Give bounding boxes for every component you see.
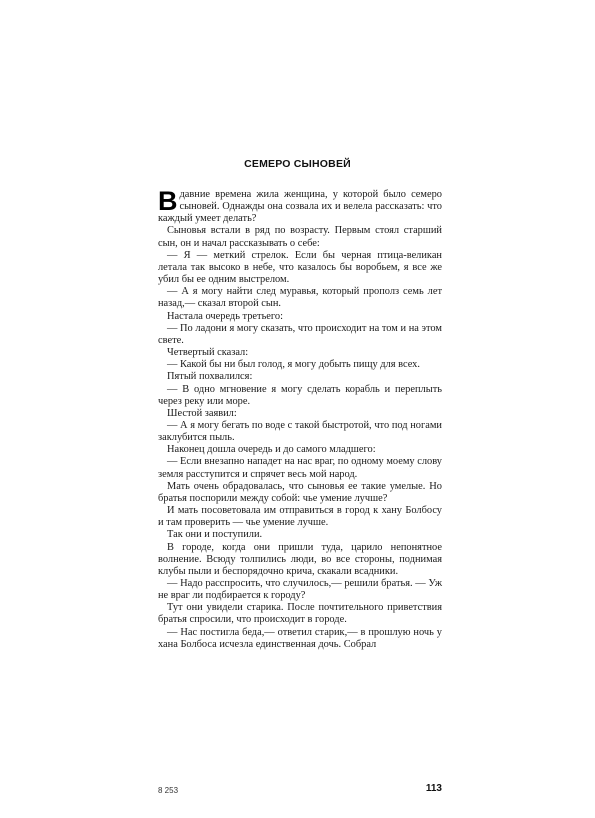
story-text [158,186,442,651]
paragraph: Сыновья встали в ряд по возрасту. Первым стоял старший сын, он и начал рассказывать о себе: [158,225,442,249]
signature-mark: 8 253 [158,786,179,795]
paragraph: Вдавние времена жила женщина, у которой было семеро сыновей. Однажды она созвала их и велела рассказать: что каждый умеет делать? [158,186,442,225]
paragraph: В городе, когда они пришли туда, царило непонятное волнение. Всюду толпились люди, во все стороны, поднимая клубы пыли и беспорядочно крича, скакали всадники. [158,541,442,577]
story-title: СЕМЕРО СЫНОВЕЙ [244,158,351,170]
paragraph: — Если внезапно нападет на нас враг, по одному моему слову земля расступится и спрячет весь мой народ. [158,456,442,480]
paragraph: — А я могу бегать по воде с такой быстротой, что под ногами заклубится пыль. [158,419,442,444]
paragraph: Наконец дошла очередь и до самого младшего: [167,444,376,456]
paragraph: — По ладони я могу сказать, что происходит на том и на этом свете. [158,322,442,346]
paragraph: Четвертый сказал: [167,347,249,359]
paragraph: Мать очень обрадовалась, что сыновья ее такие умелые. Но братья поспорили между собой: чье умение лучше? [158,480,442,504]
paragraph: Так они и поступили. [167,529,263,541]
paragraph: Настала очередь третьего: [167,310,284,322]
drop-cap: В [158,186,178,216]
paragraph: — Надо расспросить, что случилось,— решили братья. — Уж не враг ли подбирается к городу? [158,578,442,602]
paragraph: И мать посоветовала им отправиться в город к хану Болбосу и там проверить — чье умение лучше. [158,505,442,529]
paragraph: — Я — меткий стрелок. Если бы черная птица-великан летала так высоко в небе, что казалось бы воробьем, я все же убил бы ее одним выстрелом. [158,249,442,286]
paragraph: — Какой бы ни был голод, я могу добыть пищу для всех. [167,359,420,371]
paragraph: Пятый похвалился: [167,371,253,383]
paragraph: Шестой заявил: [167,407,237,419]
paragraph: — Нас постигла беда,— ответил старик,— в прошлую ночь у хана Болбоса исчезла единственная дочь. Собрал [158,626,442,650]
paragraph: Тут они увидели старика. После почтительного приветствия братья спросили, что происходит в городе. [158,602,442,626]
paragraph: — В одно мгновение я могу сделать корабль и переплыть через реку или море. [158,383,442,407]
paragraph: — А я могу найти след муравья, который прополз семь лет назад,— сказал второй сын. [158,286,442,310]
page-number: 113 [425,783,442,794]
